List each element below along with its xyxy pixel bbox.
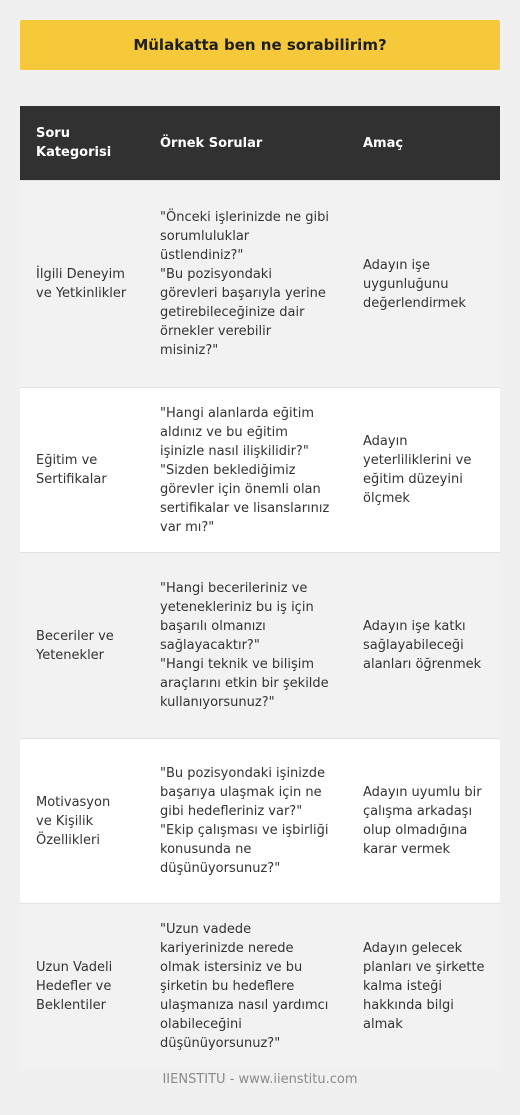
question-text: "Ekip çalışması ve işbirliği konusunda ne düşünüyorsunuz?" [160, 823, 329, 876]
category-cell: Motivasyon ve Kişilik Özellikleri [20, 739, 144, 904]
header-questions: Örnek Sorular [144, 106, 347, 181]
purpose-cell: Adayın işe uygunluğunu değerlendirmek [347, 181, 500, 388]
question-text: "Hangi teknik ve bilişim araçlarını etkin bir şekilde kullanıyorsunuz?" [160, 657, 329, 710]
purpose-cell: Adayın gelecek planları ve şirkette kalma isteği hakkında bilgi almak [347, 904, 500, 1069]
table-row [20, 388, 500, 553]
questions-cell [144, 181, 347, 388]
questions-cell [144, 388, 347, 553]
page-title: Mülakatta ben ne sorabilirim? [20, 20, 500, 70]
purpose-cell: Adayın işe katkı sağlayabileceği alanları öğrenmek [347, 553, 500, 739]
questions-cell [144, 904, 347, 1069]
category-cell: Beceriler ve Yetenekler [20, 553, 144, 739]
header-category: Soru Kategorisi [20, 106, 144, 181]
table-row [20, 904, 500, 1069]
table-row [20, 739, 500, 904]
category-cell: Eğitim ve Sertifikalar [20, 388, 144, 553]
question-text: "Uzun vadede kariyerinizde nerede olmak istersiniz ve bu şirketin bu hedeflere ulaşmanıza nasıl yardımcı olabileceğini düşünüyorsunuz?" [160, 921, 329, 1051]
category-cell: Uzun Vadeli Hedefler ve Beklentiler [20, 904, 144, 1069]
questions-cell [144, 739, 347, 904]
table-row [20, 553, 500, 739]
purpose-cell: Adayın yeterliliklerini ve eğitim düzeyini ölçmek [347, 388, 500, 553]
table-header-row [20, 106, 500, 181]
question-text: "Bu pozisyondaki işinizde başarıya ulaşmak için ne gibi hedefleriniz var?" [160, 766, 325, 819]
questions-cell [144, 553, 347, 739]
table-row [20, 181, 500, 388]
purpose-cell: Adayın uyumlu bir çalışma arkadaşı olup olmadığına karar vermek [347, 739, 500, 904]
question-text: "Önceki işlerinizde ne gibi sorumluluklar üstlendiniz?" [160, 210, 329, 263]
questions-table [20, 106, 500, 1068]
question-text: "Sizden beklediğimiz görevler için önemli olan sertifikalar ve lisanslarınız var mı?" [160, 462, 330, 535]
footer-credit: IIENSTITU - www.iienstitu.com [162, 1072, 358, 1087]
question-text: "Hangi alanlarda eğitim aldınız ve bu eğitim işinizle nasıl ilişkilidir?" [160, 405, 315, 459]
header-purpose: Amaç [347, 106, 500, 181]
question-text: "Bu pozisyondaki görevleri başarıyla yerine getirebileceğinize dair örnekler verebilir misiniz?" [160, 267, 326, 358]
category-cell: İlgili Deneyim ve Yetkinlikler [20, 181, 144, 388]
question-text: "Hangi becerileriniz ve yetenekleriniz bu iş için başarılı olmanızı sağlayacaktır?" [160, 581, 314, 653]
